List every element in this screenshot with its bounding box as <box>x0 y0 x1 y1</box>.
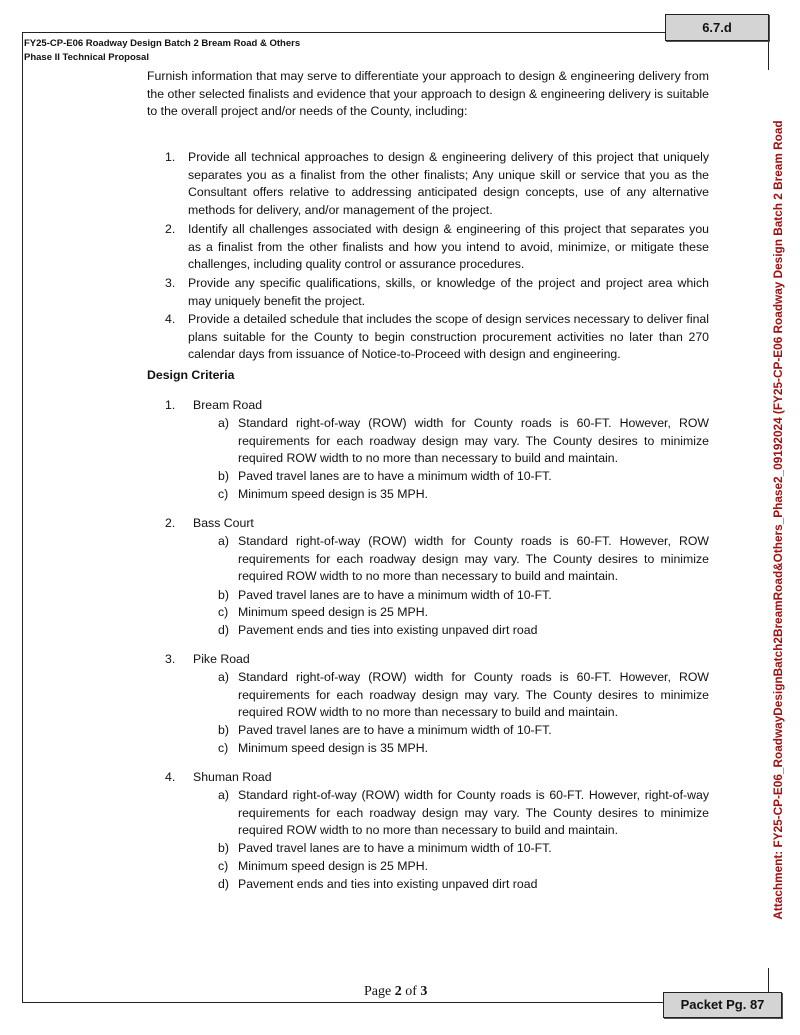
list-item-number: 2. <box>165 222 176 236</box>
footer-rule <box>22 1002 664 1003</box>
criterion-text: Pavement ends and ties into existing unpaved dirt road <box>238 623 538 637</box>
page-number: Page 2 of 3 <box>364 984 428 999</box>
road-name: Bass Court <box>193 516 254 530</box>
list-item-number: 1. <box>165 150 176 164</box>
criterion-text: Minimum speed design is 35 MPH. <box>238 487 428 501</box>
section-tag: 6.7.d <box>665 14 769 41</box>
criterion-text: Standard right-of-way (ROW) width for County roads is 60-FT. However, ROW requirements for each roadway design may vary. The County desires to minimize required ROW width to no more than necessary to build and maintain. <box>238 416 709 466</box>
packet-page-box: Packet Pg. 87 <box>663 992 782 1018</box>
criterion-letter: d) <box>218 623 229 637</box>
criterion-letter: b) <box>218 469 229 483</box>
criterion-text: Minimum speed design is 25 MPH. <box>238 859 428 873</box>
right-rule-bottom <box>768 968 769 992</box>
header-rule <box>22 32 665 33</box>
intro-paragraph: Furnish information that may serve to differentiate your approach to design & engineering delivery from the other selected finalists and evidence that your approach to design & engineering delivery is suitable to the overall project and/or needs of the County, including: <box>147 69 709 119</box>
header-title: FY25-CP-E06 Roadway Design Batch 2 Bream Road & Others <box>24 38 301 49</box>
criterion-letter: a) <box>218 416 229 430</box>
list-item-number: 3. <box>165 276 176 290</box>
road-name: Pike Road <box>193 652 250 666</box>
criterion-text: Paved travel lanes are to have a minimum width of 10-FT. <box>238 723 552 737</box>
criterion-text: Paved travel lanes are to have a minimum width of 10-FT. <box>238 588 552 602</box>
road-number: 4. <box>165 770 176 784</box>
criterion-text: Standard right-of-way (ROW) width for County roads is 60-FT. However, ROW requirements for each roadway design may vary. The County desires to minimize required ROW width to no more than necessary to build and maintain. <box>238 534 709 584</box>
left-rule <box>22 32 23 1002</box>
criterion-text: Standard right-of-way (ROW) width for County roads is 60-FT. However, ROW requirements for each roadway design may vary. The County desires to minimize required ROW width to no more than necessary to build and maintain. <box>238 670 709 720</box>
criterion-letter: b) <box>218 588 229 602</box>
criterion-text: Pavement ends and ties into existing unpaved dirt road <box>238 877 538 891</box>
criterion-letter: c) <box>218 487 229 501</box>
design-criteria-heading: Design Criteria <box>147 368 235 382</box>
list-item: Provide a detailed schedule that includes the scope of design services necessary to deliver final plans suitable for the County to begin construction procurement activities no later than 270 calendar days from issuance of Notice-to-Proceed with design and engineering. <box>188 312 709 362</box>
criterion-letter: c) <box>218 859 229 873</box>
header-subtitle: Phase II Technical Proposal <box>24 52 149 63</box>
criterion-letter: b) <box>218 723 229 737</box>
criterion-letter: d) <box>218 877 229 891</box>
criterion-letter: c) <box>218 741 229 755</box>
list-item: Provide all technical approaches to design & engineering delivery of this project that uniquely separates you as a finalist from the other finalists; Any unique skill or service that you as the Consultant offers relative to addressing anticipated design concepts, use of any alternative methods for delivery, and/or management of the project. <box>188 150 709 218</box>
road-number: 2. <box>165 516 176 530</box>
list-item: Identify all challenges associated with design & engineering of this project that separates you as a finalist from the other finalists and how you intend to avoid, minimize, or mitigate these challenges, including quality control or assurance procedures. <box>188 222 709 272</box>
criterion-text: Paved travel lanes are to have a minimum width of 10-FT. <box>238 841 552 855</box>
criterion-letter: c) <box>218 605 229 619</box>
list-item-number: 4. <box>165 312 176 326</box>
list-item: Provide any specific qualifications, skills, or knowledge of the project and project area which may uniquely benefit the project. <box>188 276 709 308</box>
road-number: 1. <box>165 398 176 412</box>
criterion-text: Minimum speed design is 25 MPH. <box>238 605 428 619</box>
criterion-letter: a) <box>218 788 229 802</box>
criterion-text: Paved travel lanes are to have a minimum width of 10-FT. <box>238 469 552 483</box>
criterion-text: Minimum speed design is 35 MPH. <box>238 741 428 755</box>
road-name: Shuman Road <box>193 770 272 784</box>
road-name: Bream Road <box>193 398 263 412</box>
attachment-sidebar-label: Attachment: FY25-CP-E06_RoadwayDesignBatch2BreamRoad&Others_Phase2_09192024 (FY25-CP-E06 Roadway Design Batch 2 Bream Road <box>771 120 785 920</box>
right-rule-top <box>768 40 769 70</box>
criterion-letter: a) <box>218 670 229 684</box>
criterion-text: Standard right-of-way (ROW) width for County roads is 60-FT. However, right-of-way requirements for each roadway design may vary. The County desires to minimize required ROW width to no more than necessary to build and maintain. <box>238 788 709 838</box>
criterion-letter: a) <box>218 534 229 548</box>
road-number: 3. <box>165 652 176 666</box>
criterion-letter: b) <box>218 841 229 855</box>
